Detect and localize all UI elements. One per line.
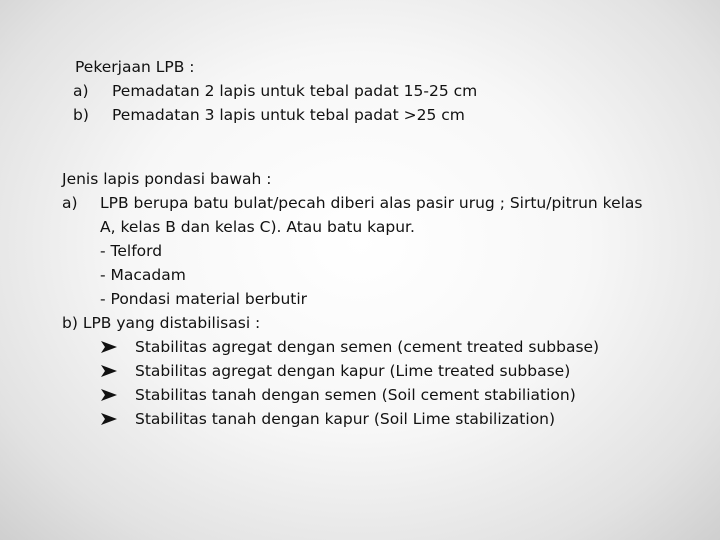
section1-heading: Pekerjaan LPB : bbox=[75, 58, 195, 76]
subitem-macadam: - Macadam bbox=[100, 266, 186, 284]
section2-item-a-line1 bbox=[62, 193, 643, 213]
arrow-bullet-icon bbox=[100, 364, 118, 378]
arrow-bullet-icon bbox=[100, 340, 118, 354]
arrow-bullet-icon bbox=[100, 388, 118, 402]
list-item-text: Pemadatan 3 lapis untuk tebal padat >25 cm bbox=[112, 106, 465, 124]
list-marker: b) bbox=[73, 106, 89, 124]
arrow-bullet-icon bbox=[100, 412, 118, 426]
section2-item-a-line2: A, kelas B dan kelas C). Atau batu kapur. bbox=[100, 218, 415, 236]
section1-item-a bbox=[73, 81, 478, 101]
list-item-text: LPB berupa batu bulat/pecah diberi alas pasir urug ; Sirtu/pitrun kelas bbox=[100, 194, 643, 212]
list-marker: a) bbox=[62, 194, 78, 212]
subitem-pondasi: - Pondasi material berbutir bbox=[100, 290, 308, 308]
bullet-text: Stabilitas agregat dengan semen (cement treated subbase) bbox=[135, 338, 600, 356]
section1-item-b bbox=[73, 105, 465, 125]
list-item-text: Pemadatan 2 lapis untuk tebal padat 15-25 cm bbox=[112, 82, 478, 100]
section2-heading: Jenis lapis pondasi bawah : bbox=[62, 170, 272, 188]
list-marker: a) bbox=[73, 82, 89, 100]
bullet-text: Stabilitas tanah dengan kapur (Soil Lime stabilization) bbox=[135, 410, 556, 428]
bullet-text: Stabilitas tanah dengan semen (Soil cement stabiliation) bbox=[135, 386, 576, 404]
bullet-text: Stabilitas agregat dengan kapur (Lime treated subbase) bbox=[135, 362, 571, 380]
subitem-telford: - Telford bbox=[100, 242, 163, 260]
section2-item-b-label: b) LPB yang distabilisasi : bbox=[62, 314, 261, 332]
